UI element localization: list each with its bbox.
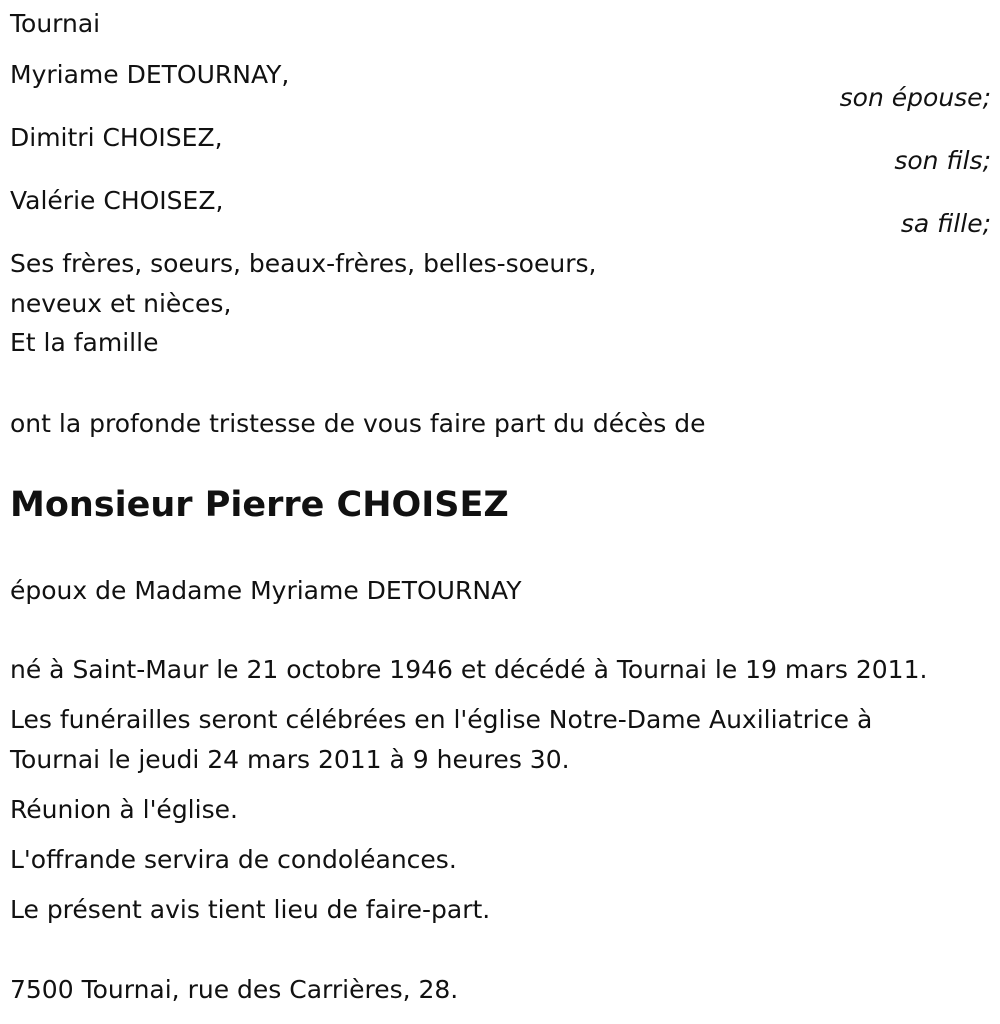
funeral-line: Tournai le jeudi 24 mars 2011 à 9 heures 30. [10,745,570,774]
family-member-role: sa fille; [900,209,991,238]
address-line: 7500 Tournai, rue des Carrières, 28. [10,975,459,1004]
family-member-name: Myriame DETOURNAY, [10,60,290,89]
funeral-line: Les funérailles seront célébrées en l'église Notre-Dame Auxiliatrice à [10,705,873,734]
relatives-line: neveux et nièces, [10,289,232,318]
spouse-line: époux de Madame Myriame DETOURNAY [10,576,522,605]
city-heading: Tournai [10,9,101,38]
offering-line: L'offrande servira de condoléances. [10,845,457,874]
relatives-line: Ses frères, soeurs, beaux-frères, belles-soeurs, [10,249,597,278]
family-member-role: son fils; [894,146,991,175]
deceased-name: Monsieur Pierre CHOISEZ [10,485,509,525]
birth-death-line: né à Saint-Maur le 21 octobre 1946 et décédé à Tournai le 19 mars 2011. [10,655,928,684]
family-member-role: son épouse; [839,83,991,112]
family-member-name: Dimitri CHOISEZ, [10,123,223,152]
announcement-text: ont la profonde tristesse de vous faire part du décès de [10,409,706,438]
family-member-name: Valérie CHOISEZ, [10,186,224,215]
notice-line: Le présent avis tient lieu de faire-part. [10,895,491,924]
meeting-line: Réunion à l'église. [10,795,238,824]
relatives-line: Et la famille [10,328,159,357]
